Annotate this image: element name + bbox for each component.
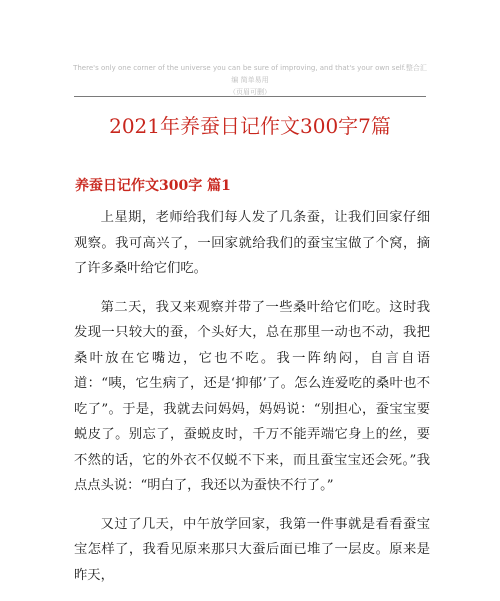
body-text xyxy=(74,205,430,601)
paragraph-3: 又过了几天，中午放学回家，我第一件事就是看看蚕宝宝怎样了，我看见原来那只大蚕后面已堆了一层皮。原来是昨天， xyxy=(74,516,430,583)
paragraph-1: 上星期，老师给我们每人发了几条蚕，让我们回家仔细观察。我可高兴了，一回家就给我们的蚕宝宝做了个窝，摘了许多桑叶给它们吃。 xyxy=(74,210,430,276)
paragraph-2: 第二天，我又来观察并带了一些桑叶给它们吃。这时我发现一只较大的蚕，个头好大，总在那里一动也不动，我把桑叶放在它嘴边，它也不吃。我一阵纳闷，自言自语道：“咦，它生病了，还是‘抑郁’了。怎么连爱吃的桑叶也不吃了”。于是，我就去问妈妈，妈妈说：“别担心，蚕宝宝要蜕皮了。别忘了，蚕蜕皮时，千万不能弄端它身上的丝，要不然的话，它的外衣不仅蜕不下来，而且蚕宝宝还会死。”我点点头说：“明白了，我还以为蚕快不行了。” xyxy=(74,299,430,493)
document-title: 2021年养蚕日记作文300字7篇 xyxy=(109,114,391,138)
header-note: （页眉可删） xyxy=(229,88,271,96)
section-heading: 养蚕日记作文300字 篇1 xyxy=(75,178,231,194)
header-divider xyxy=(74,96,426,97)
header-quote: There's only one corner of the universe you can be sure of improving, and that's your own self.整合汇编 简单易用 xyxy=(73,64,427,84)
page-header xyxy=(70,62,430,98)
